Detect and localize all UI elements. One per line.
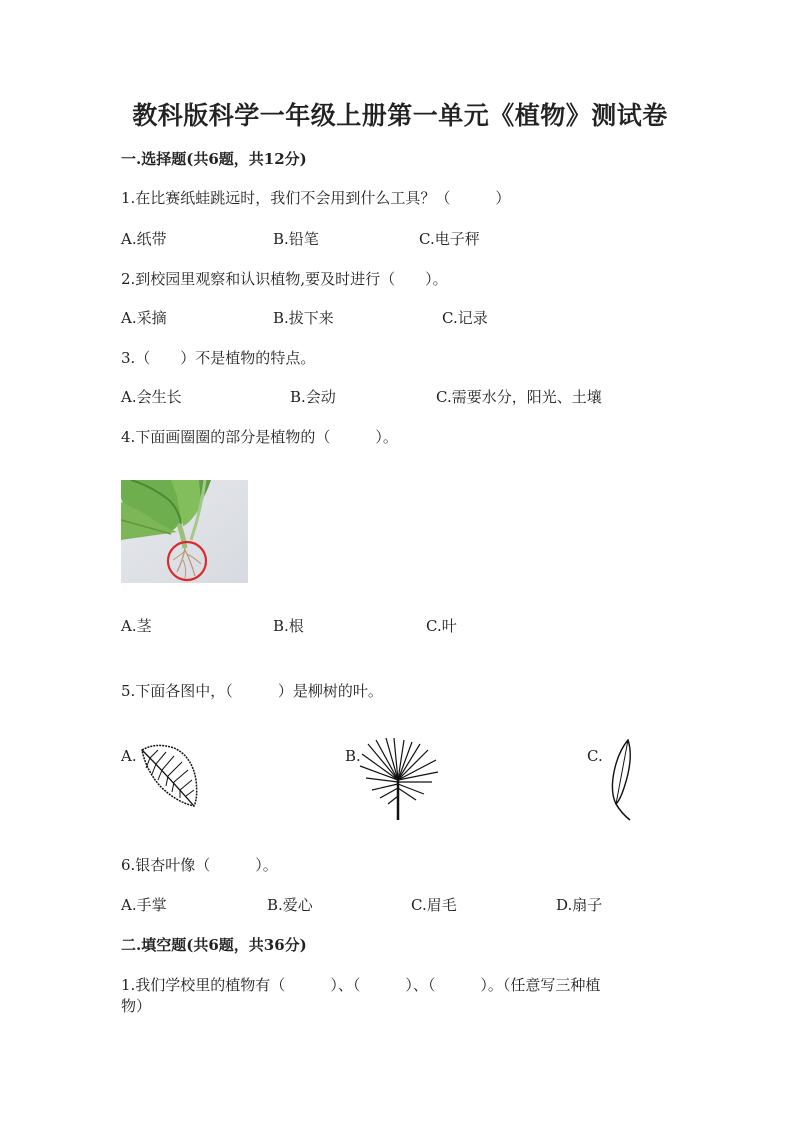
question-2: 2.到校园里观察和认识植物,要及时进行（ ）。	[121, 270, 448, 288]
question-4: 4.下面画圈圈的部分是植物的（ ）。	[121, 428, 398, 446]
q1-option-c: C.电子秤	[419, 230, 480, 248]
q5-option-b: B.	[345, 747, 361, 765]
q5-option-c: C.	[587, 747, 603, 765]
q6-option-d: D.扇子	[556, 896, 603, 914]
question-5: 5.下面各图中，（ ）是柳树的叶。	[121, 682, 383, 700]
q3-option-a: A.会生长	[121, 388, 182, 406]
q6-option-a: A.手掌	[121, 896, 167, 914]
page-title: 教科版科学一年级上册第一单元《植物》测试卷	[132, 101, 668, 130]
question-6: 6.银杏叶像（ ）。	[121, 856, 278, 874]
willow-leaf-icon	[602, 738, 636, 822]
plant-root-photo	[121, 480, 248, 583]
q1-option-a: A.纸带	[121, 230, 167, 248]
fill-question-1-line2: 物）	[121, 997, 152, 1015]
serrated-leaf-icon	[136, 740, 202, 810]
q2-option-a: A.采摘	[121, 309, 167, 327]
section-heading-choice: 一.选择题(共6题，共12分)	[121, 150, 307, 168]
q5-option-a: A.	[121, 747, 137, 765]
question-3: 3.（ ）不是植物的特点。	[121, 349, 316, 367]
question-1: 1.在比赛纸蛙跳远时，我们不会用到什么工具？（ ）	[121, 189, 511, 207]
q1-option-b: B.铅笔	[273, 230, 319, 248]
q3-option-b: B.会动	[290, 388, 336, 406]
q3-option-c: C.需要水分，阳光、土壤	[436, 388, 602, 406]
q4-option-a: A.茎	[121, 617, 152, 635]
q2-option-c: C.记录	[442, 309, 488, 327]
fill-question-1-line1: 1.我们学校里的植物有（ ）、（ ）、（ ）。（任意写三种植	[121, 976, 601, 994]
q2-option-b: B.拔下来	[273, 309, 334, 327]
pine-needles-icon	[358, 738, 440, 822]
q6-option-b: B.爱心	[267, 896, 313, 914]
section-heading-fill: 二.填空题(共6题，共36分)	[121, 936, 307, 954]
q4-option-c: C.叶	[426, 617, 457, 635]
q6-option-c: C.眉毛	[411, 896, 457, 914]
q4-option-b: B.根	[273, 617, 304, 635]
